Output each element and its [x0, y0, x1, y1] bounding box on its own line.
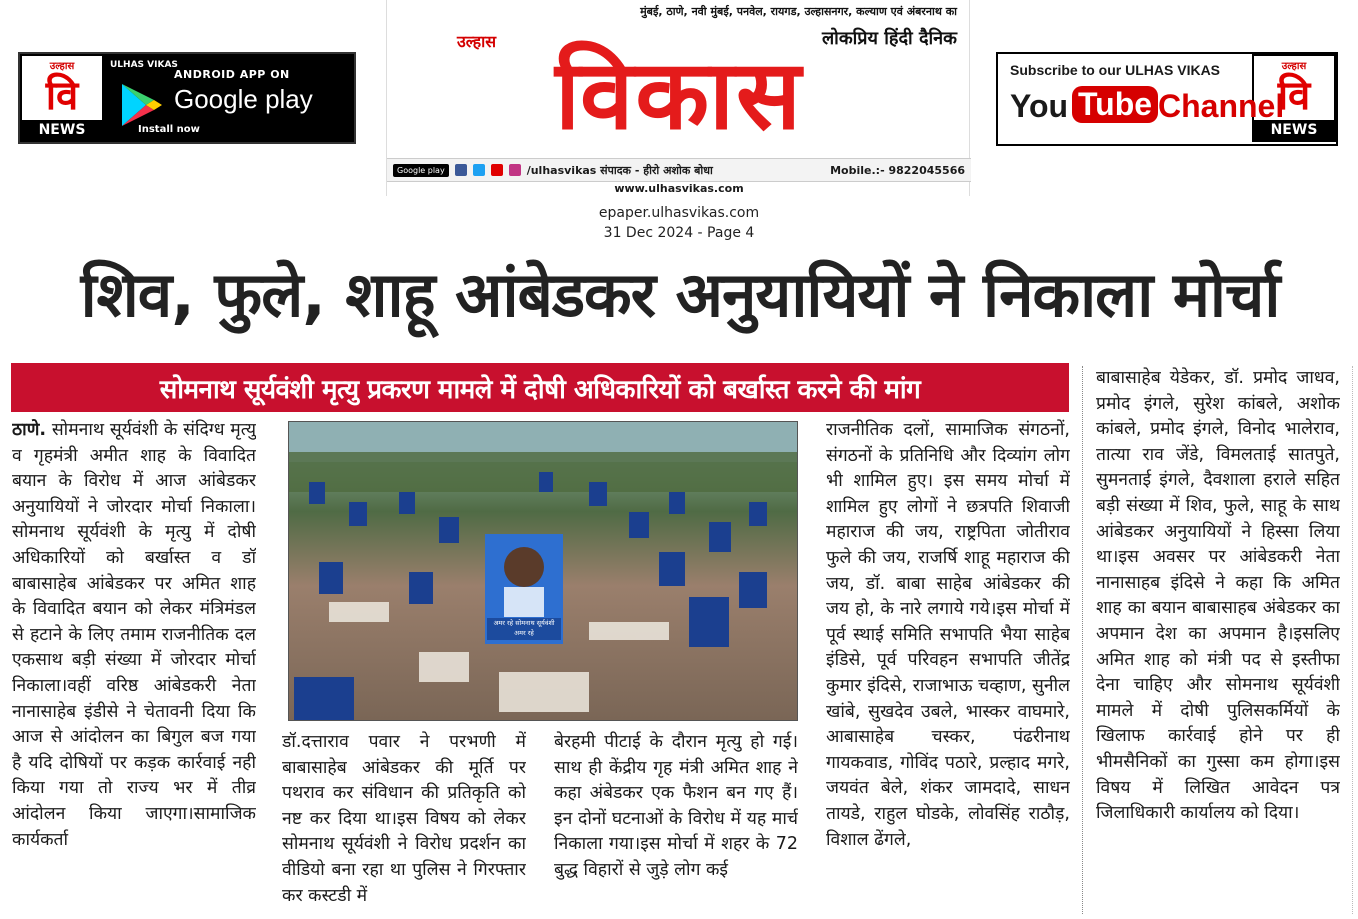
- masthead-website[interactable]: www.ulhasvikas.com: [614, 182, 744, 195]
- ulhas-vikas-news-logo: [20, 54, 104, 142]
- youtube-icon[interactable]: [491, 164, 503, 176]
- google-play-icon: [120, 82, 164, 128]
- column-1-text: सोमनाथ सूर्यवंशी के संदिग्ध मृत्यु व गृहमंत्री अमीत शाह के विवादित बयान के विरोध में आज आंबेडकर अनुयायियों ने जोरदार मोर्चा निकाला।सोमनाथ सूर्यवंशी के मृत्यु में दोषी अधिकारियों को बर्खास्त व डॉ बाबासाहेब आंबेडकर पर अमित शाह के विवादित बयान को लेकर मंत्रिमंडल से हटाने के लिए तमाम राजनीतिक दल एकसाथ बड़ी संख्या में जोरदार मोर्चा निकाला।वहीं वरिष्ठ आंबेडकरी नेता नानासाहेब इंडीसे ने चेतावनी दिया कि आज से आंदोलन का बिगुल बज गया है यदि दोषियों पर कड़क कार्रवाई नही किया गया तो राज्य भर में तीव्र आंदोलन किया जाएगा।सामाजिक कार्यकर्ता: [12, 420, 256, 850]
- article-column-2: डॉ.दत्ताराव पवार ने परभणी में बाबासाहेब आंबेडकर की मूर्ति पर पथराव कर संविधान की प्रतिकृति को नष्ट कर दिया था।इस विषय को लेकर सोमनाथ सूर्यवंशी ने विरोध प्रदर्शन का वीडियो बना रहा था पुलिस ने गिरफ्तार कर कस्टडी में: [282, 732, 526, 906]
- google-play-label: Google play: [174, 84, 313, 114]
- crowd-illustration: [289, 422, 798, 721]
- instagram-icon[interactable]: [509, 164, 521, 176]
- masthead-small-title: उल्हास: [457, 32, 497, 51]
- google-play-mini-badge[interactable]: Google play: [393, 164, 449, 177]
- masthead-tagline: लोकप्रिय हिंदी दैनिक: [821, 28, 957, 49]
- youtube-logo-tube: Tube: [1072, 86, 1158, 123]
- article-dateline: ठाणे.: [12, 420, 47, 440]
- logo-news-label: NEWS: [22, 120, 102, 140]
- logo-small-text: उल्हास: [49, 61, 75, 72]
- placard-caption: अमर रहे सोमनाथ सूर्यवंशी अमर रहे: [487, 618, 561, 640]
- article-column-4: राजनीतिक दलों, सामाजिक संगठनों, संगठनों के प्रतिनिधि और दिव्यांग लोग भी शामिल हुए। इस समय मोर्चा में शामिल हुए लोगों ने छत्रपति शिवाजी महाराज की जय, राष्ट्रपिता जोतीराव फुले की जय, राजर्षि शाहू महाराज की जय, डॉ. बाबा साहेब आंबेडकर की जय हो, के नारे लगाये गये।इस मोर्चा में पूर्व स्थाई समिति सभापति भैया साहेब इंडिसे, पूर्व परिवहन सभापति जीतेंद्र कुमार इंदिसे, राजाभाऊ चव्हाण, सुनील खांबे, सुखदेव उबले, भास्कर वाघमारे, आबासाहेब चस्कर, पंढरीनाथ गायकवाड, गोविंद पठारे, प्रल्हाद मगरे, जयवंत बेले, शंकर जामदादे, साधन तायडे, राहुल घोडके, लोवसिंह राठौड़, विशाल ढेंगले,: [826, 420, 1070, 850]
- epaper-url[interactable]: epaper.ulhasvikas.com: [598, 205, 760, 221]
- logo-news-label: NEWS: [1254, 120, 1334, 140]
- article-column-5: बाबासाहेब येडेकर, डॉ. प्रमोद जाधव, प्रमोद इंगले, सुरेश कांबले, अशोक कांबले, प्रमोद इंगले, विनोद भालेराव, तात्या राव जेंडे, विमलताई सातपुते, सुमनताई इंगले, दैवशाला हराले सहित बड़ी संख्या में शिव, फुले, साहू के साथ आंबेडकर अनुयायियों ने हिस्सा लिया था।इस अवसर पर आंबेडकरी नेता नानासाहब इंदिसे ने कहा कि अमित शाह का बयान बाबासाहब अंबेडकर का अपमान देश का अपमान है।इसलिए अमित शाह को मंत्री पद से इस्तीफा देना चाहिए और सोमनाथ सूर्यवंशी मामले में दोषी पुलिसकर्मियों के खिलाफ कार्रवाई होने पर ही भीमसैनिकों का गुस्सा कम होगा।इस विषय में लिखित आवेदन पत्र जिलाधिकारी कार्यालय को दिया।: [1096, 368, 1340, 824]
- article-headline: शिव, फुले, शाहू आंबेडकर अनुयायियों ने निकाला मोर्चा: [80, 258, 1280, 331]
- logo-glyph: वि: [45, 73, 79, 119]
- page-edge-divider: [1352, 366, 1353, 914]
- editor-credit: /ulhasvikas संपादक - हीरो अशोक बोधा: [526, 163, 713, 177]
- masthead-cities: मुंबई, ठाणे, नवी मुंबई, पनवेल, रायगड, उल्हासनगर, कल्याण एवं अंबरनाथ का: [640, 5, 957, 18]
- ad-brand-text: ULHAS VIKAS: [110, 60, 178, 70]
- article-subheadline-banner: सोमनाथ सूर्यवंशी मृत्यु प्रकरण मामले में दोषी अधिकारियों को बर्खास्त करने की मांग: [11, 363, 1069, 412]
- google-play-badge[interactable]: [104, 54, 354, 142]
- subscribe-text: Subscribe to our ULHAS VIKAS: [1010, 62, 1221, 78]
- android-app-text: ANDROID APP ON: [174, 68, 290, 81]
- logo-small-text: उल्हास: [1281, 61, 1307, 72]
- youtube-subscribe-area[interactable]: [998, 54, 1285, 144]
- twitter-icon[interactable]: [473, 164, 485, 176]
- youtube-channel-ad[interactable]: [996, 52, 1338, 146]
- install-now-text: Install now: [138, 124, 200, 135]
- masthead-info-bar: [387, 158, 971, 182]
- facebook-icon[interactable]: [455, 164, 467, 176]
- article-column-3: बेरहमी पीटाई के दौरान मृत्यु हो गई।साथ ही केंद्रीय गृह मंत्री अमित शाह ने कहा अंबेडकर एक फैशन बन गए हैं।इन दोनों घटनाओं के विरोध में यह मार्च निकाला गया।इस मोर्चा में शहर के 72 बुद्ध विहारों से जुड़े लोग कई: [554, 732, 798, 880]
- channel-text: Channel: [1158, 88, 1285, 124]
- column-divider: [1082, 366, 1083, 914]
- newspaper-masthead: [386, 0, 970, 196]
- rally-photo: [288, 421, 798, 721]
- youtube-logo-you: You: [1010, 88, 1069, 124]
- article-column-1: [12, 418, 256, 913]
- masthead-title: विकास: [555, 38, 803, 151]
- google-play-ad[interactable]: [18, 52, 356, 144]
- logo-glyph: वि: [1277, 73, 1311, 119]
- edition-date-page: 31 Dec 2024 - Page 4: [603, 225, 755, 241]
- mobile-number: Mobile.:- 9822045566: [830, 163, 965, 177]
